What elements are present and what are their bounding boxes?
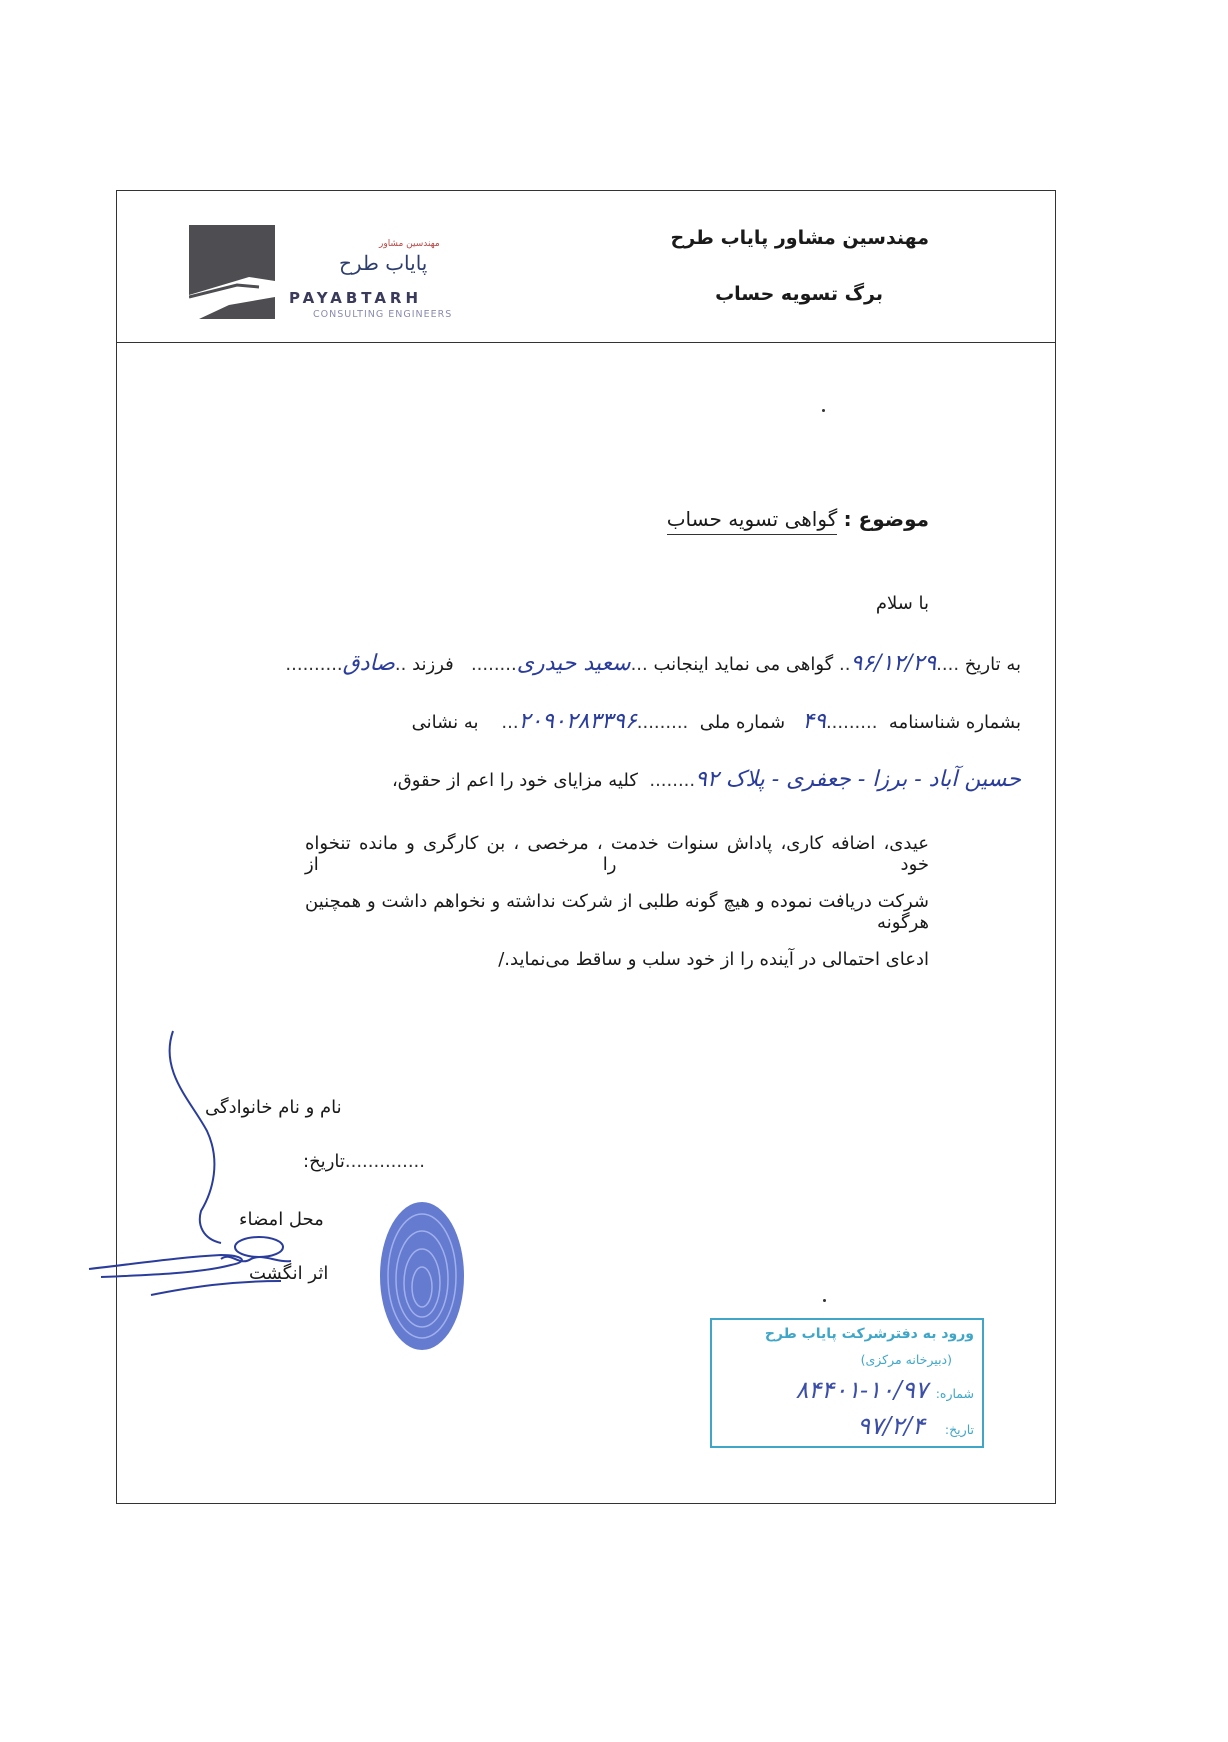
logo-en: PAYABTARH: [289, 289, 423, 307]
subject-text: گواهی تسویه حساب: [667, 507, 838, 535]
date-prefix: به تاریخ: [964, 654, 1021, 675]
body-line: شرکت دریافت نموده و هیچ گونه طلبی از شرکت نداشته و نخواهم داشت و همچنین هرگونه: [305, 891, 929, 933]
body-line: ادعای احتمالی در آینده را از خود سلب و ساقط می‌نماید./: [498, 949, 929, 970]
date-label: ..............تاریخ:: [303, 1151, 425, 1172]
fingerprint-label: اثر انگشت: [249, 1263, 329, 1284]
stamp-date-label: تاریخ:: [944, 1422, 974, 1437]
stamp-date: ۹۷/۲/۴: [857, 1412, 926, 1440]
line-date-name: به تاریخ ....۹۶/۱۲/۲۹.. گواهی می نماید اینجانب ...سعید حیدری........ فرزند ..صادق..........: [285, 651, 1021, 676]
stamp-date-row: [857, 1412, 974, 1440]
fingerprint-icon: [367, 1191, 477, 1361]
handwritten-id: ۴۹: [802, 709, 826, 734]
son-of-label: فرزند: [412, 654, 454, 675]
subject: [667, 507, 929, 531]
speck: [822, 409, 825, 412]
subject-label: موضوع :: [843, 507, 929, 531]
logo-icon: [189, 225, 275, 319]
greeting: با سلام: [875, 593, 929, 614]
stamp-number-label: شماره:: [935, 1386, 974, 1401]
form-frame: [116, 190, 1056, 1504]
logo-fa-small: مهندسین مشاور: [379, 239, 440, 249]
benefits-text: کلیه مزایای خود را اعم از حقوق،: [391, 770, 638, 791]
stamp-number: ۱۰/۹۷-۸۴۴۰۱: [795, 1376, 928, 1404]
handwritten-name: سعید حیدری: [516, 651, 631, 676]
handwritten-national: ۲۰۹۰۲۸۳۳۹۶: [518, 709, 637, 734]
logo-fa: پایاب طرح: [339, 251, 428, 275]
speck: [823, 1299, 826, 1302]
sign-place-label: محل امضاء: [239, 1209, 324, 1230]
certify-text: گواهی می نماید اینجانب: [653, 654, 834, 675]
handwritten-father: صادق: [342, 651, 395, 676]
stamp-subtitle: (دبیرخانه مرکزی): [860, 1352, 952, 1367]
company-name: مهندسین مشاور پایاب طرح: [670, 227, 929, 249]
address-label: به نشانی: [411, 712, 479, 733]
logo-sub: CONSULTING ENGINEERS: [313, 309, 453, 320]
name-label: نام و نام خانوادگی: [205, 1097, 342, 1118]
handwritten-address: حسین آباد - برزا - جعفری - پلاک ۹۲: [695, 767, 1021, 792]
line-address: حسین آباد - برزا - جعفری - پلاک ۹۲........ کلیه مزایای خود را اعم از حقوق،: [391, 767, 1021, 792]
national-label: شماره ملی: [699, 712, 786, 733]
body-line: عیدی، اضافه کاری، پاداش سنوات خدمت ، مرخصی ، بن کارگری و مانده تنخواه خود را از: [305, 833, 929, 875]
form-title: برگ تسویه حساب: [715, 283, 883, 305]
registration-stamp: [710, 1318, 984, 1448]
stamp-number-row: [796, 1376, 974, 1404]
handwritten-date: ۹۶/۱۲/۲۹: [850, 651, 937, 676]
stamp-title: ورود به دفترشرکت پایاب طرح: [764, 1326, 974, 1342]
header-divider: [117, 342, 1055, 343]
id-label: بشماره شناسنامه: [888, 712, 1021, 733]
line-id-numbers: بشماره شناسنامه .........۴۹ شماره ملی .........۲۰۹۰۲۸۳۳۹۶... به نشانی: [411, 709, 1021, 734]
